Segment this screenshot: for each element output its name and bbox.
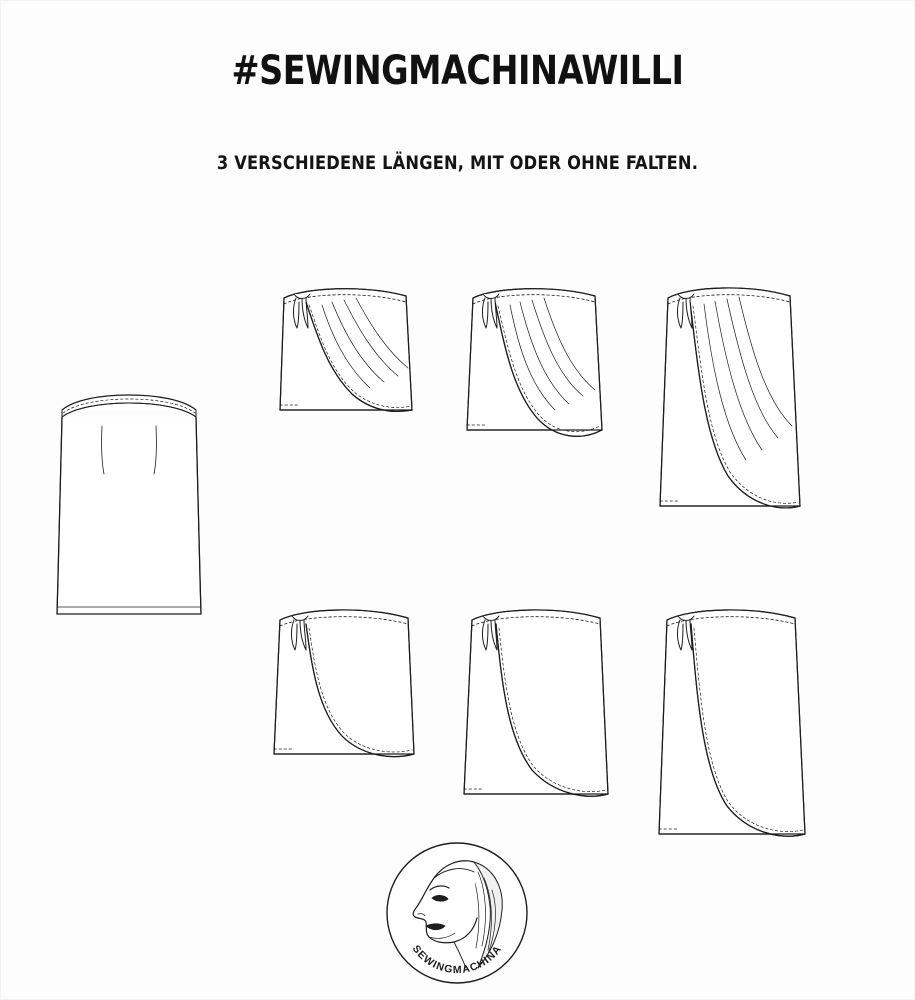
wrap-skirt-short-draped-drawing bbox=[266, 278, 426, 443]
wrap-skirt-long-plain-drawing bbox=[645, 598, 815, 843]
basic-skirt-drawing bbox=[44, 386, 214, 626]
page-title: #SEWINGMACHINAWILLI bbox=[231, 48, 684, 94]
woman-face-logo-icon bbox=[382, 838, 532, 988]
wrap-skirt-medium-draped-drawing bbox=[455, 278, 615, 478]
wrap-skirt-long-draped-drawing bbox=[648, 276, 813, 516]
figure-wrap-skirt-short-draped bbox=[266, 278, 426, 443]
figure-basic-pencil-skirt bbox=[44, 386, 214, 626]
figure-wrap-skirt-long-draped bbox=[648, 276, 813, 516]
figure-wrap-skirt-short-plain bbox=[262, 598, 427, 763]
page-subtitle: 3 VERSCHIEDENE LÄNGEN, MIT ODER OHNE FALTEN. bbox=[216, 152, 699, 174]
wrap-skirt-medium-plain-drawing bbox=[452, 598, 620, 803]
figure-wrap-skirt-medium-plain bbox=[452, 598, 620, 803]
svg-text:SEWINGMACHINA: SEWINGMACHINA bbox=[409, 943, 505, 977]
figure-wrap-skirt-medium-draped bbox=[455, 278, 615, 478]
brand-logo bbox=[382, 838, 532, 988]
wrap-skirt-short-plain-drawing bbox=[262, 598, 427, 763]
figure-wrap-skirt-long-plain bbox=[645, 598, 815, 843]
